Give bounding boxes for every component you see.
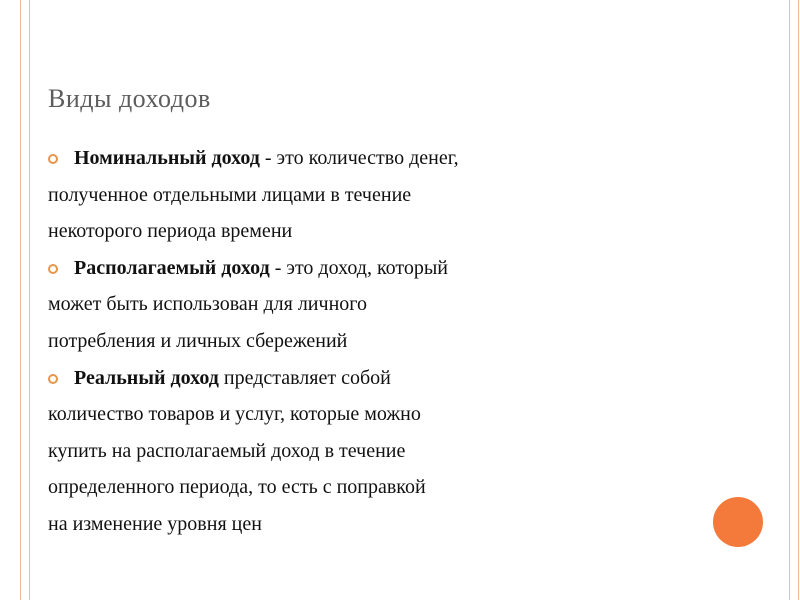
list-item-first-line [48, 250, 648, 287]
definition-line: полученное отдельными лицами в течение [48, 183, 412, 206]
slide-title: Виды доходов [48, 84, 211, 113]
definition-text: - это количество денег, [259, 147, 459, 169]
definition-line: количество товаров и услуг, которые можно [48, 403, 421, 426]
list-item-first-line [48, 140, 648, 177]
term-label: Номинальный доход [74, 147, 260, 169]
decorative-circle-icon [713, 497, 763, 547]
bullet-icon [48, 264, 58, 274]
term-label: Реальный доход [74, 366, 219, 389]
list-item-first-line [48, 360, 648, 397]
definition-line: на изменение уровня цен [48, 512, 262, 535]
slide-body [48, 140, 648, 543]
definition-text: - это доход, который [269, 256, 448, 279]
bullet-icon [48, 154, 58, 164]
definition-line: некоторого периода времени [48, 220, 293, 243]
definition-line: может быть использован для личного [48, 293, 367, 316]
term-label: Располагаемый доход [74, 256, 270, 279]
definition-text: представляет собой [218, 366, 391, 389]
definition-line: купить на располагаемый доход в течение [48, 439, 406, 462]
definition-line: потребления и личных сбережений [48, 329, 348, 352]
bullet-icon [48, 374, 58, 384]
definition-line: определенного периода, то есть с поправкой [48, 476, 426, 499]
